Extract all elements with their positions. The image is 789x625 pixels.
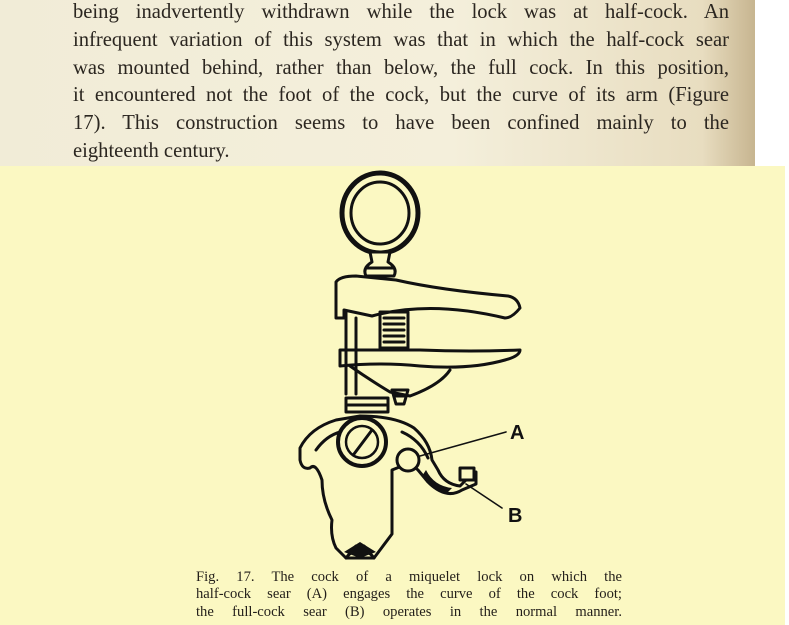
leader-line-a: [420, 432, 506, 456]
body-line: 17). This construction seems to have been confined mainly to the: [73, 112, 729, 135]
leader-line-b: [466, 484, 502, 508]
full-cock-sear: [460, 468, 474, 480]
body-line: eighteenth century.: [73, 139, 230, 162]
caption-line: the full-cock sear (B) operates in the normal manner.: [196, 603, 622, 620]
body-paragraph: [73, 0, 729, 166]
jaw-screw-ring: [342, 173, 418, 253]
body-line: was mounted behind, rather than below, the full cock. In this position,: [73, 56, 729, 79]
top-jaw: [336, 276, 520, 318]
caption-line: half-cock sear (A) engages the curve of the cock foot;: [196, 586, 622, 603]
body-line: it encountered not the foot of the cock, but the curve of its arm (Figure: [73, 84, 729, 107]
miquelet-lock-illustration: [0, 166, 785, 566]
label-b: B: [508, 505, 523, 527]
figure-caption: [196, 569, 622, 621]
label-a: A: [510, 422, 525, 444]
page-margin: [755, 0, 789, 166]
caption-line: Fig. 17. The cock of a miquelet lock on which the: [196, 569, 622, 585]
lower-jaw: [340, 350, 520, 367]
half-cock-sear: [397, 449, 419, 471]
body-line: infrequent variation of this system was that in which the half-cock sear: [73, 28, 729, 51]
body-line: being inadvertently withdrawn while the lock was at half-cock. An: [73, 1, 729, 23]
